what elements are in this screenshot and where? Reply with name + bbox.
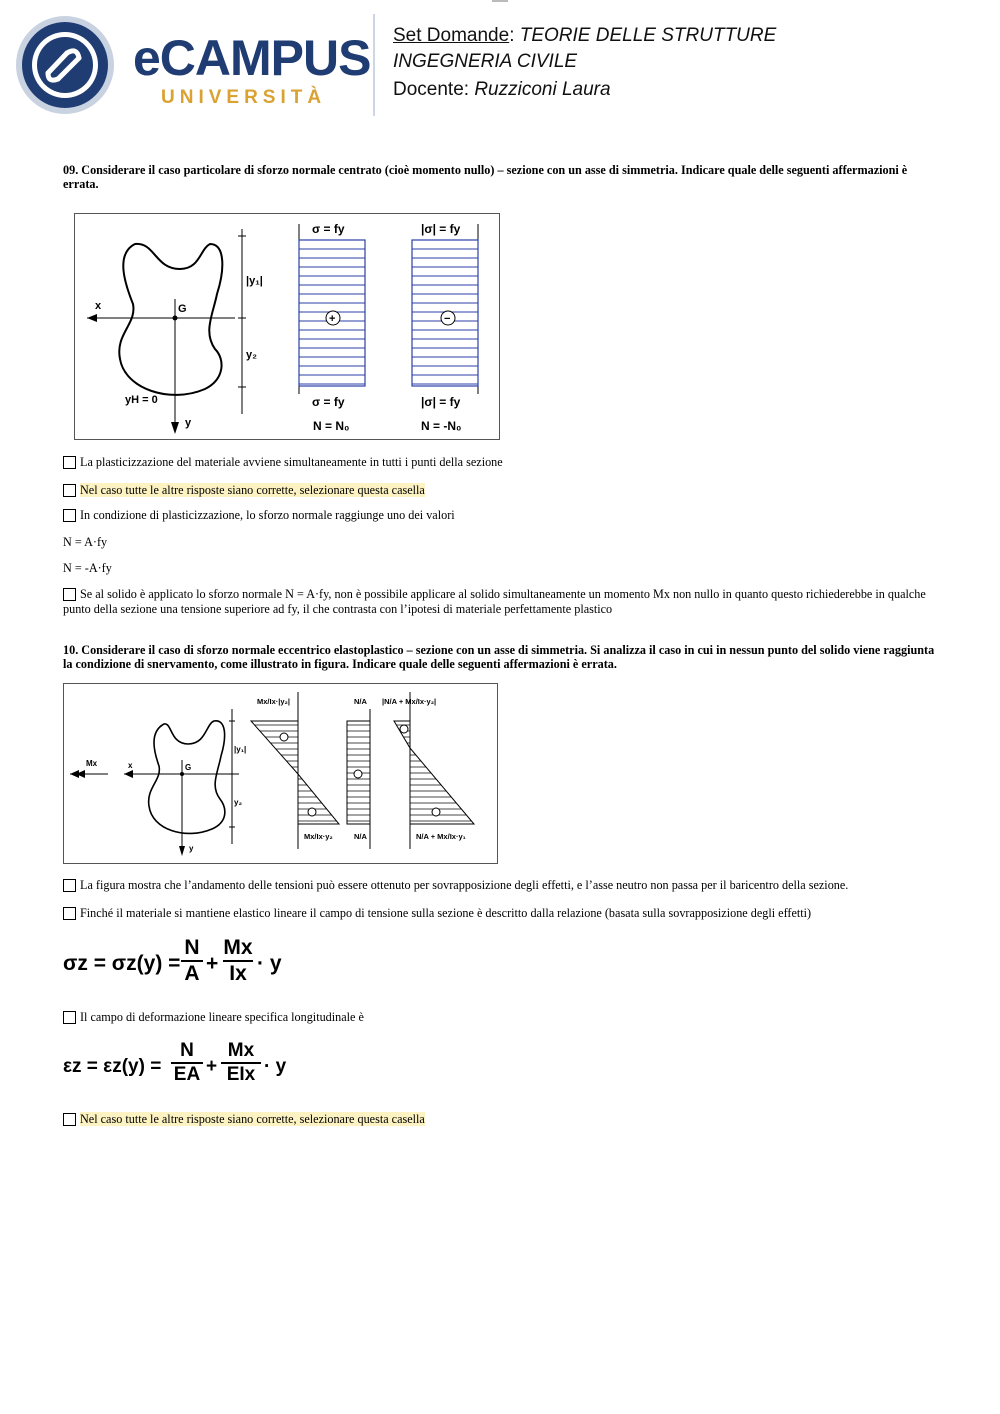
q10-d2-bot: N/A — [354, 832, 367, 841]
q9-bot2a: |σ| = fy — [421, 395, 461, 409]
q10-mx-label: Mx — [86, 759, 98, 768]
option-text: La plasticizzazione del materiale avviene simultaneamente in tutti i punti della sezione — [80, 455, 503, 469]
q10-formula-stress — [63, 934, 293, 994]
q9-top1: σ = fy — [312, 222, 345, 236]
option-text: Il campo di deformazione lineare specifica longitudinale è — [80, 1010, 364, 1024]
q9-top2: |σ| = fy — [421, 222, 461, 236]
formula-n-den: A — [184, 962, 200, 985]
formula-n-num: N — [180, 1040, 194, 1061]
q9-minus: − — [444, 313, 451, 325]
q10-y-label: y — [189, 844, 194, 853]
q9-eq1: N = A·fy — [63, 535, 108, 549]
q10-formula-strain — [63, 1038, 303, 1098]
q10-d3-bot: N/A + Mx/Ix·y₁ — [416, 832, 466, 841]
q9-bot1b: N = N₀ — [313, 419, 350, 433]
formula-m-num: Mx — [227, 1040, 255, 1061]
q9-y-label: y — [185, 417, 192, 429]
checkbox[interactable] — [63, 509, 76, 522]
checkbox[interactable] — [63, 484, 76, 497]
q10-d2-top: N/A — [354, 697, 367, 706]
q10-option-3[interactable] — [63, 1010, 364, 1025]
q9-x-label: x — [95, 300, 102, 312]
q9-option-4[interactable] — [63, 587, 933, 617]
section-shape — [119, 244, 222, 395]
checkbox[interactable] — [63, 588, 76, 601]
formula-plus: + — [206, 1056, 218, 1077]
checkbox[interactable] — [63, 456, 76, 469]
q9-option-1[interactable] — [63, 455, 503, 470]
set-value: TEORIE DELLE STRUTTURE — [519, 25, 777, 46]
checkbox[interactable] — [63, 1113, 76, 1126]
docente-label: Docente: — [393, 79, 470, 100]
q9-plus: + — [329, 313, 336, 325]
formula-n-num: N — [184, 936, 200, 959]
q10-d1-bot: Mx/Ix·y₂ — [304, 832, 333, 841]
q10-option-4[interactable] — [63, 1112, 425, 1127]
formula-tail: · y — [257, 952, 282, 975]
set-label: Set Domande — [393, 25, 510, 46]
q10-d3-top: |N/A + Mx/Ix·y₂| — [382, 697, 437, 706]
option-text: Nel caso tutte le altre risposte siano corrette, selezionare questa casella — [80, 1112, 425, 1126]
checkbox[interactable] — [63, 907, 76, 920]
header-set: Set Domande: TEORIE DELLE STRUTTURE — [393, 25, 777, 46]
option-text: In condizione di plasticizzazione, lo sforzo normale raggiunge uno dei valori — [80, 508, 455, 522]
q9-yh-label: yH = 0 — [125, 394, 158, 406]
option-text: Nel caso tutte le altre risposte siano corrette, selezionare questa casella — [80, 483, 425, 497]
formula-n-den: EA — [173, 1064, 201, 1085]
checkbox[interactable] — [63, 1011, 76, 1024]
formula-lhs: σz = σz(y) = — [63, 952, 181, 975]
formula-m-num: Mx — [223, 936, 253, 959]
header-divider — [373, 14, 375, 116]
q9-figure — [74, 213, 500, 440]
q10-figure — [63, 683, 498, 864]
q10-title: 10. Considerare il caso di sforzo normale eccentrico elastoplastico – sezione con un asse di simmetria. Si analizza il caso in cui in nessun punto del solido viene raggiunta la condizione di snervamento, come illustrato in figura. Indicare quale delle seguenti affermazioni è errata. — [63, 643, 935, 671]
page-stamp — [492, 0, 508, 2]
formula-lhs: εz = εz(y) = — [63, 1056, 162, 1077]
q10-option-2[interactable] — [63, 906, 811, 921]
logo-subtitle-text: UNIVERSITÀ — [161, 87, 327, 108]
q9-option-3[interactable] — [63, 508, 455, 523]
option-text: Finché il materiale si mantiene elastico lineare il campo di tensione sulla sezione è descritto dalla relazione (basata sulla sovrapposizione degli effetti) — [80, 906, 812, 920]
section-shape — [149, 721, 225, 834]
course-name: INGEGNERIA CIVILE — [393, 51, 578, 72]
header-docente — [393, 76, 611, 103]
q10-g-label: G — [185, 763, 192, 772]
formula-plus: + — [206, 952, 219, 975]
checkbox[interactable] — [63, 879, 76, 892]
q9-g-label: G — [178, 303, 187, 315]
option-text: La figura mostra che l’andamento delle tensioni può essere ottenuto per sovrapposizione degli effetti, e l’asse neutro non passa per il baricentro della sezione. — [80, 878, 849, 892]
q10-option-1[interactable] — [63, 878, 848, 893]
formula-tail: · y — [264, 1056, 287, 1077]
q9-y2-label: y₂ — [246, 349, 258, 361]
q9-y1-label: |y₁| — [246, 275, 263, 287]
logo-brand-text: eCAMPUS — [133, 30, 371, 86]
q10-d1-top: Mx/Ix·|y₂| — [257, 697, 290, 706]
formula-m-den: Ix — [229, 962, 247, 985]
q10-x-label: x — [128, 761, 133, 770]
q9-option-2[interactable] — [63, 483, 425, 498]
q9-eq2: N = -A·fy — [63, 561, 112, 575]
docente-name: Ruzziconi Laura — [474, 79, 611, 100]
option-text: Se al solido è applicato lo sforzo normale N = A·fy, non è possibile applicare al solido simultaneamente un momento Mx non nullo in quanto questo richiederebbe in qualche punto della sezione una tensione superiore ad fy, il che contrasta con l’ipotesi di materiale perfettamente plastico — [63, 587, 926, 616]
header-course — [393, 48, 577, 75]
formula-m-den: EIx — [226, 1064, 256, 1085]
ecampus-logo — [15, 15, 371, 120]
q9-bot2b: N = -N₀ — [421, 419, 462, 433]
q10-y1-label: |y₁| — [234, 745, 247, 754]
q9-bot1a: σ = fy — [312, 395, 345, 409]
q9-title: 09. Considerare il caso particolare di sforzo normale centrato (cioè momento nullo) – sezione con un asse di simmetria. Indicare quale delle seguenti affermazioni è errata. — [63, 163, 908, 191]
q10-y2-label: y₂ — [234, 798, 243, 807]
